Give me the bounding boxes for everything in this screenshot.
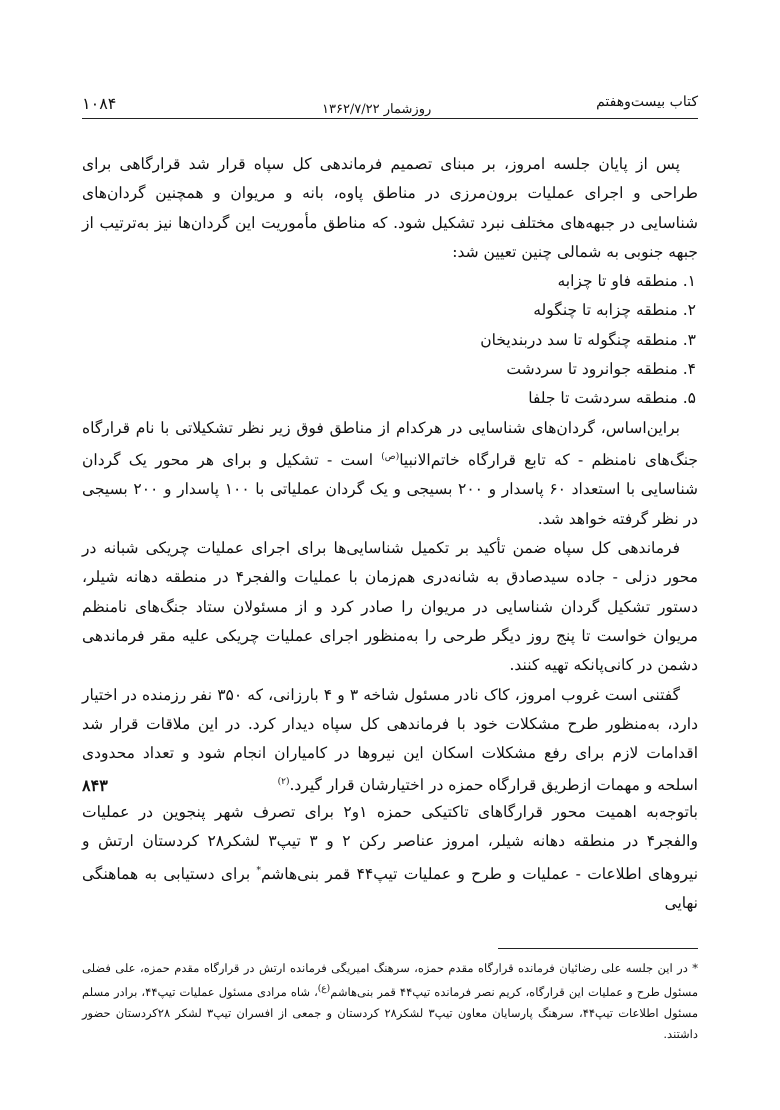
paragraph-2-part-b: است - تشکیل و برای هر محور یک گردان شناسایی با استعداد ۶۰ پاسدار و ۲۰۰ بسیجی و یک گردان عملیاتی با ۱۰۰ پاسدار و ۲۰۰ بسیجی در نظر گرفته خواهد شد. <box>82 451 699 528</box>
page-header <box>82 88 698 119</box>
list-item: ۳. منطقه چنگوله تا سد دربندیخان <box>480 330 696 349</box>
footnote <box>82 958 698 1045</box>
footnote-text-b: ، شاه مرادی مسئول عملیات تیپ۴۴، برادر مسلم مسئول اطلاعات تیپ۴۴، سرهنگ پارسایان معاون تیپ۳ لشکر۲۸ کردستان و جمعی از افسران تیپ۳ لشکر ۲۸کردستان حضور داشتند. <box>82 984 698 1041</box>
list-item: ۴. منطقه جوانرود تا سردشت <box>506 360 696 379</box>
footnote-text-a: * در این جلسه علی رضائیان فرمانده قرارگاه مقدم حمزه، سرهنگ امیریگی فرمانده ارتش در قرارگاه مقدم حمزه، علی فضلی مسئول طرح و عملیات این قرارگاه، کریم نصر فرمانده تیپ۴۴ قمر بنی‌هاشم <box>82 961 698 999</box>
section-text <box>82 798 698 918</box>
main-text <box>82 150 698 801</box>
honorific-sup: (ص) <box>381 451 400 462</box>
paragraph-3: فرماندهی کل سپاه ضمن تأکید بر تکمیل شناسایی‌ها برای اجرای عملیات چریکی شبانه در محور دزلی - جاده سیدصادق به شانه‌دری هم‌زمان با عملیات والفجر۴ در منطقه دهانه شیلر، دستور تشکیل گردان شناسایی در مریوان را صادر کرد و از مسئولان ستاد جنگ‌های نامنظم مریوان خواست تا پنج روز دیگر طرحی را به‌منظور اجرای عملیات چریکی علیه مقر فرماندهی دشمن در کانی‌پانکه تهیه کنند. <box>82 539 699 675</box>
section-text-part-b: برای دستیابی به هماهنگی نهایی <box>82 864 698 913</box>
footnote-rule <box>498 948 698 949</box>
paragraph-4-text: گفتنی است غروب امروز، کاک نادر مسئول شاخه ۳ و ۴ بارزانی، که ۳۵۰ نفر رزمنده در اختیار دارد، به‌منظور طرح مشکلات خود با فرماندهی کل سپاه دیدار کرد. در این ملاقات قرار شد اقدامات لازم برای رفع مشکلات اسکان این نیروها در کامیاران انجام شود و تعداد محدودی اسلحه و مهمات ازطریق قرارگاه حمزه در اختیارشان قرار گیرد. <box>82 685 698 795</box>
page-number: ۱۰۸۴ <box>82 94 117 113</box>
paragraph-1: پس از پایان جلسه امروز، بر مبنای تصمیم فرماندهی کل سپاه قرار شد قرارگاهی برای طراحی و اجرای عملیات برون‌مرزی در مناطق پاوه، بانه و مریوان و همچنین گردان‌های شناسایی در جبهه‌های مختلف نبرد تشکیل شود. که مناطق مأموریت این گردان‌ها نیز به‌ترتیب از جبهه جنوبی به شمالی چنین تعیین شد: <box>82 155 698 261</box>
book-title: کتاب بیست‌وهفتم <box>596 94 698 110</box>
footnote-marker: * <box>256 865 261 876</box>
paragraph-2-part-a: براین‌اساس، گردان‌های شناسایی در هرکدام از مناطق فوق زیر نظر تشکیلاتی با نام قرارگاه جنگ‌های نامنظم - که تابع قرارگاه خاتم‌الانبیا <box>82 418 698 470</box>
list-item: ۵. منطقه سردشت تا جلفا <box>528 389 696 408</box>
section-text-part-a: باتوجه‌به اهمیت محور قرارگاهای تاکتیکی حمزه ۱و۲ برای تصرف شهر پنجوین در عملیات والفجر۴ در منطقه دهانه شیلر، امروز عناصر رکن ۲ و ۳ تیپ۳ لشکر۲۸ کردستان ارتش و نیروهای اطلاعات - عملیات و طرح و عملیات تیپ۴۴ قمر بنی‌هاشم <box>82 803 699 883</box>
footnote-honorific-sup: (ع) <box>317 984 331 994</box>
header-date: روزشمار ۱۳۶۲/۷/۲۲ <box>322 102 432 117</box>
list-item: ۲. منطقه چزابه تا چنگوله <box>533 301 696 320</box>
list-item: ۱. منطقه فاو تا چزابه <box>557 272 696 291</box>
section-number: ۸۴۳ <box>82 776 108 795</box>
paragraph-2 <box>82 414 698 534</box>
citation-sup: (۲) <box>277 777 290 788</box>
paragraph-4 <box>82 681 698 801</box>
region-list <box>82 267 698 413</box>
